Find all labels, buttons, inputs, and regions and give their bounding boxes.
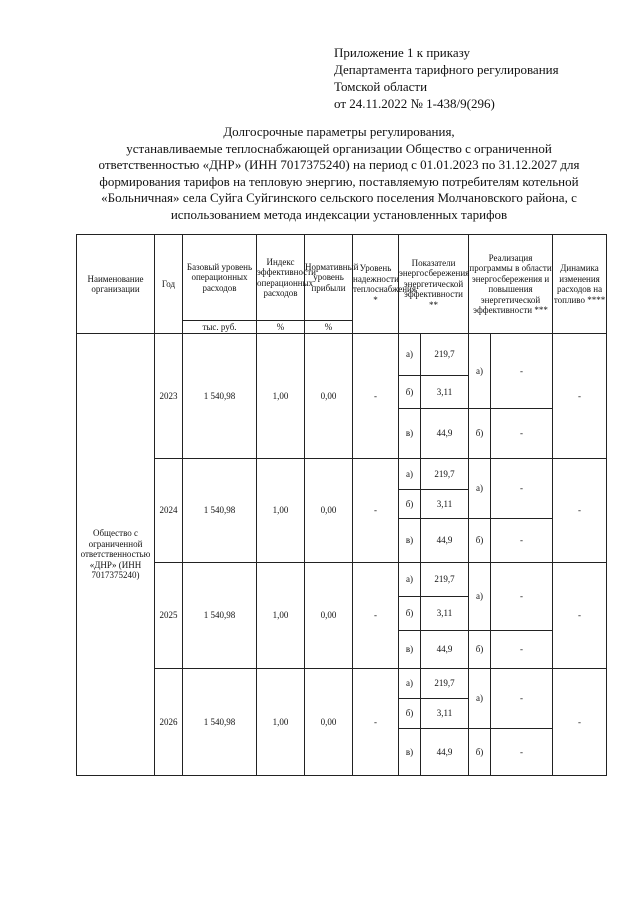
appendix-block <box>334 44 559 112</box>
energy-value-a: 219,7 <box>421 334 469 376</box>
energy-value-a: 219,7 <box>421 669 469 699</box>
energy-letter-c: в) <box>399 631 421 669</box>
header-year: Год <box>155 235 183 334</box>
year-cell: 2025 <box>155 563 183 669</box>
program-letter-a: а) <box>469 334 491 409</box>
index-cell: 1,00 <box>257 669 305 776</box>
program-value-b: - <box>491 631 553 669</box>
table-row <box>77 334 607 376</box>
energy-letter-b: б) <box>399 376 421 409</box>
program-value-a: - <box>491 563 553 631</box>
energy-value-a: 219,7 <box>421 459 469 490</box>
program-value-a: - <box>491 459 553 519</box>
appendix-line: Приложение 1 к приказу <box>334 45 471 60</box>
table-row <box>77 669 607 699</box>
program-letter-b: б) <box>469 519 491 563</box>
index-cell: 1,00 <box>257 459 305 563</box>
energy-value-c: 44,9 <box>421 729 469 776</box>
header-reliability: Уровень надежности теплоснабжения * <box>353 235 399 334</box>
energy-letter-b: б) <box>399 699 421 729</box>
program-letter-b: б) <box>469 409 491 459</box>
energy-value-b: 3,11 <box>421 376 469 409</box>
energy-value-c: 44,9 <box>421 631 469 669</box>
unit-profit: % <box>305 321 353 334</box>
base-cell: 1 540,98 <box>183 563 257 669</box>
year-cell: 2026 <box>155 669 183 776</box>
energy-value-c: 44,9 <box>421 409 469 459</box>
header-profit: Нормативный уровень прибыли <box>305 235 353 321</box>
title-line: Долгосрочные параметры регулирования, <box>223 124 455 139</box>
unit-base: тыс. руб. <box>183 321 257 334</box>
base-cell: 1 540,98 <box>183 334 257 459</box>
year-cell: 2023 <box>155 334 183 459</box>
energy-letter-c: в) <box>399 729 421 776</box>
profit-cell: 0,00 <box>305 459 353 563</box>
program-letter-b: б) <box>469 729 491 776</box>
appendix-line: от 24.11.2022 № 1-438/9(296) <box>334 96 495 111</box>
energy-value-c: 44,9 <box>421 519 469 563</box>
header-base: Базовый уровень операционных расходов <box>183 235 257 321</box>
reliability-cell: - <box>353 563 399 669</box>
program-value-a: - <box>491 334 553 409</box>
header-fuel: Динамика изменения расходов на топливо **** <box>553 235 607 334</box>
fuel-cell: - <box>553 669 607 776</box>
fuel-cell: - <box>553 334 607 459</box>
program-value-a: - <box>491 669 553 729</box>
title-line: устанавливаемые теплоснабжающей организации Общество с ограниченной <box>126 140 552 156</box>
header-row <box>77 235 607 321</box>
reliability-cell: - <box>353 334 399 459</box>
base-cell: 1 540,98 <box>183 459 257 563</box>
org-name-cell: Общество с ограниченной ответственностью «ДНР» (ИНН 7017375240) <box>77 334 155 776</box>
header-org: Наименование организации <box>77 235 155 334</box>
program-letter-a: а) <box>469 669 491 729</box>
program-value-b: - <box>491 519 553 563</box>
title-line: «Больничная» села Суйга Суйгинского сельского поселения Молчановского района, с <box>101 190 577 205</box>
unit-index: % <box>257 321 305 334</box>
base-cell: 1 540,98 <box>183 669 257 776</box>
program-letter-a: а) <box>469 563 491 631</box>
title-line: ответственностью «ДНР» (ИНН 7017375240) на период с 01.01.2023 по 31.12.2027 для <box>98 157 580 172</box>
index-cell: 1,00 <box>257 334 305 459</box>
reliability-cell: - <box>353 459 399 563</box>
energy-value-a: 219,7 <box>421 563 469 597</box>
energy-value-b: 3,11 <box>421 597 469 631</box>
year-cell: 2024 <box>155 459 183 563</box>
energy-letter-a: а) <box>399 563 421 597</box>
profit-cell: 0,00 <box>305 563 353 669</box>
document-title <box>64 124 614 223</box>
energy-letter-c: в) <box>399 409 421 459</box>
fuel-cell: - <box>553 563 607 669</box>
table-row <box>77 563 607 597</box>
energy-letter-b: б) <box>399 490 421 519</box>
energy-value-b: 3,11 <box>421 490 469 519</box>
program-letter-b: б) <box>469 631 491 669</box>
table-row <box>77 459 607 490</box>
profit-cell: 0,00 <box>305 669 353 776</box>
index-cell: 1,00 <box>257 563 305 669</box>
fuel-cell: - <box>553 459 607 563</box>
header-program: Реализация программы в области энергосбережения и повышения энергетической эффективности *** <box>469 235 553 334</box>
program-value-b: - <box>491 409 553 459</box>
energy-value-b: 3,11 <box>421 699 469 729</box>
parameters-table <box>76 234 607 776</box>
title-line: использованием метода индексации установленных тарифов <box>170 206 508 222</box>
appendix-line: Департамента тарифного регулирования <box>334 62 559 77</box>
energy-letter-a: а) <box>399 669 421 699</box>
energy-letter-a: а) <box>399 334 421 376</box>
energy-letter-a: а) <box>399 459 421 490</box>
reliability-cell: - <box>353 669 399 776</box>
header-index: Индекс эффективности операционных расходов <box>257 235 305 321</box>
program-letter-a: а) <box>469 459 491 519</box>
header-energy: Показатели энергосбережения энергетической эффективности ** <box>399 235 469 334</box>
energy-letter-b: б) <box>399 597 421 631</box>
program-value-b: - <box>491 729 553 776</box>
appendix-line: Томской области <box>334 79 428 94</box>
energy-letter-c: в) <box>399 519 421 563</box>
title-line: формирования тарифов на тепловую энергию, поставляемую потребителям котельной <box>99 173 579 189</box>
profit-cell: 0,00 <box>305 334 353 459</box>
